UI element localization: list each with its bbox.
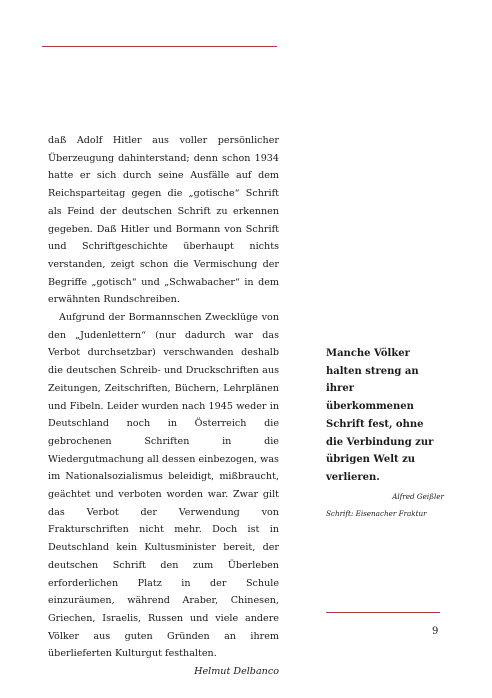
sidebar-quote: Manche Völker halten streng an ihrer überkommenen Schrift fest, ohne die Verbindung zur übrigen Welt zu verlieren. (326, 348, 434, 483)
top-divider-rule (42, 46, 277, 47)
font-credit: Schrift: Eisenacher Fraktur (326, 508, 427, 518)
main-text-column (48, 132, 279, 681)
body-paragraph-2: Aufgrund der Bormannschen Zwecklüge von den „Judenlettern“ (nur dadurch war das Verbot durchsetzbar) verschwanden deshalb die deutschen Schreib- und Druckschriften aus Zeitungen, Zeitschriften, Büchern, Lehrplänen und Fibeln. Leider wurden nach 1945 weder in Deutschland noch in Österreich die gebrochenen Schriften in die Wiedergutmachung all dessen einbezogen, was im Nationalsozialismus beleidigt, mißbraucht, geächtet und verboten worden war. Zwar gilt das Verbot der Verwendung von Frakturschriften nicht mehr. Doch ist in Deutschland kein Kultusminister bereit, der deutschen Schrift den zum Überleben erforderlichen Platz in der Schule einzuräumen, während Araber, Chinesen, Griechen, Israelis, Russen und viele andere Völker aus guten Gründen an ihrem überlieferten Kulturgut festhalten. (48, 312, 279, 660)
page-number: 9 (432, 626, 439, 637)
sidebar-quote-block (326, 345, 444, 518)
quote-author: Alfred Geißler (392, 491, 444, 501)
sidebar-divider-rule (326, 612, 440, 613)
body-paragraph-1: daß Adolf Hitler aus voller persönlicher Überzeugung dahinterstand; denn schon 1934 hatte er sich durch seine Ausfälle auf dem Reichsparteitag gegen die „gotische“ Schrift als Feind der deutschen Schrift zu erkennen gegeben. Daß Hitler und Bormann von Schrift und Schriftgeschichte überhaupt nichts verstanden, zeigt schon die Vermischung der Begriffe „gotisch“ und „Schwabacher“ in dem erwähnten Rundschreiben. (48, 135, 279, 306)
author-signature: Helmut Delbanco (194, 666, 279, 678)
